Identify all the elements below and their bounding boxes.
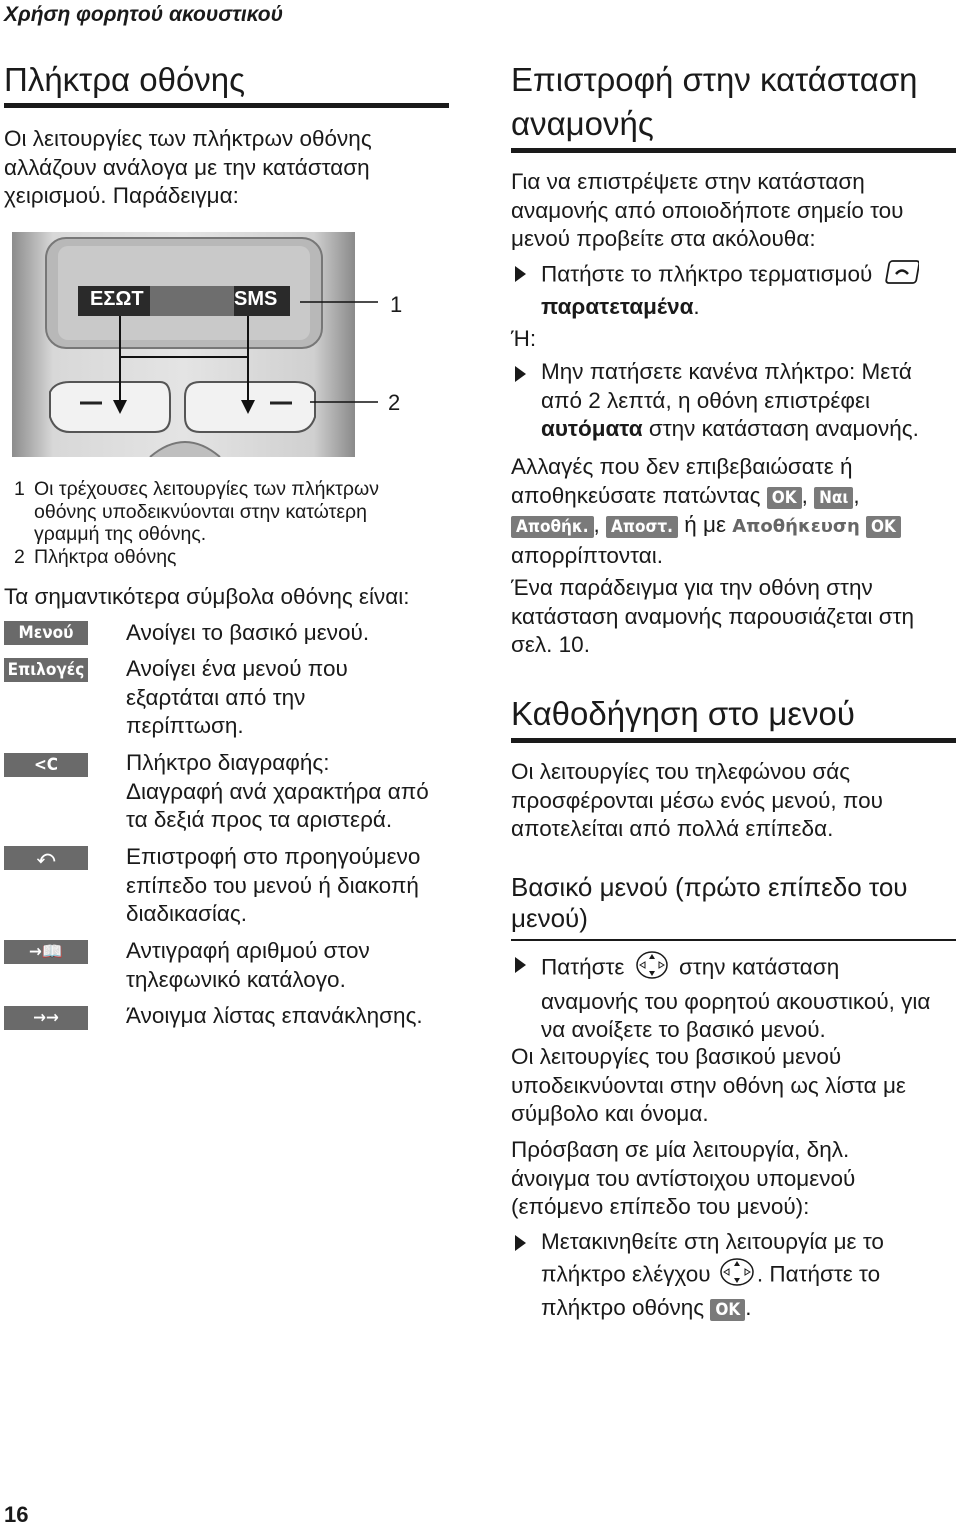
running-title: Χρήση φορητού ακουστικού [4, 3, 283, 26]
symbol-desc-back: Επιστροφή στο προηγούμενο επίπεδο του μενού ή διακοπή διαδικασίας. [126, 844, 421, 926]
or-label: Ή: [511, 326, 537, 351]
subtitle-rule [511, 939, 956, 941]
title-rule [511, 738, 956, 743]
ok-key: OK [767, 487, 802, 509]
subsection-title-main-menu: Βασικό μενού (πρώτο επίπεδο του μενού) [511, 872, 908, 933]
symbol-desc-menu: Ανοίγει το βασικό μενού. [126, 620, 370, 645]
main-menu-para-1: Οι λειτουργίες του βασικού μενού υποδεικνύονται στην οθόνη ως λίστα με σύμβολο και όνομα. [511, 1044, 906, 1126]
unsaved-changes-text: Αλλαγές που δεν επιβεβαιώσατε ή αποθηκεύσατε πατώντας OK , Ναι , Αποθήκ. , Αποστ. ή με Αποθήκευση OK απορρίπτονται. [511, 453, 956, 570]
standby-intro: Για να επιστρέψετε στην κατάσταση αναμονής από οποιοδήποτε σημείο του μενού προβείτε στα ακόλουθα: [511, 169, 904, 251]
handset-figure [10, 232, 410, 457]
bullet-arrow-icon [515, 266, 526, 282]
display-right-label: SMS [234, 288, 278, 310]
main-menu-bullet: Πατήστε στην κατάσταση αναμονής του φορητού ακουστικού, για να ανοίξετε το βασικό μενού. [541, 950, 960, 1045]
soft-keys-intro: Οι λειτουργίες των πλήκτρων οθόνης αλλάζουν ανάλογα με την κατάσταση χειρισμού. Παράδειγμα: [4, 126, 372, 208]
figure-legend-2: 2 Πλήκτρα οθόνης [14, 546, 177, 568]
section-title-standby: Επιστροφή στην κατάσταση αναμονής [511, 61, 918, 142]
main-menu-para-2: Πρόσβαση σε μία λειτουργία, δηλ. άνοιγμα του αντίστοιχου υπομενού (επόμενο επίπεδο του μενού): [511, 1137, 856, 1219]
end-call-key-icon [885, 259, 919, 293]
menu-key-icon: Μενού [4, 621, 88, 645]
callout-1: 1 [390, 292, 403, 317]
options-key-icon: Επιλογές [4, 658, 88, 682]
ok-key: OK [710, 1299, 745, 1321]
title-rule [4, 103, 449, 108]
ok-key: OK [866, 516, 901, 538]
symbol-desc-copy: Αντιγραφή αριθμού στον τηλεφωνικό κατάλογο. [126, 938, 370, 992]
display-left-label: ΕΣΩΤ [90, 288, 144, 310]
control-key-icon [719, 1257, 755, 1295]
symbol-desc-redial: Άνοιγμα λίστας επανάκλησης. [126, 1003, 423, 1028]
standby-bullet-1: Πατήστε το πλήκτρο τερματισμού παρατεταμένα. [541, 259, 960, 321]
save-short-key: Αποθήκ. [511, 516, 594, 538]
symbols-intro: Τα σημαντικότερα σύμβολα οθόνης είναι: [4, 584, 410, 609]
symbol-desc-delete: Πλήκτρο διαγραφής: Διαγραφή ανά χαρακτήρα από τα δεξιά προς τα αριστερά. [126, 750, 429, 832]
figure-legend-1: 1 Οι τρέχουσες λειτουργίες των πλήκτρων οθόνης υποδεικνύονται στην κατώτερη γραμμή της οθόνης. [14, 478, 379, 545]
back-arrow-icon: ⤺ [4, 846, 88, 870]
title-rule [511, 148, 956, 153]
section-title-menu-nav: Καθοδήγηση στο μενού [511, 695, 855, 732]
standby-bullet-2: Μην πατήσετε κανένα πλήκτρο: Μετά από 2 λεπτά, η οθόνη επιστρέφει αυτόματα στην κατάσταση αναμονής. [541, 359, 919, 441]
page-number: 16 [4, 1502, 29, 1527]
send-key: Αποστ. [606, 516, 678, 538]
symbol-desc-options: Ανοίγει ένα μενού που εξαρτάται από την περίπτωση. [126, 656, 348, 738]
yes-key: Ναι [814, 487, 853, 509]
save-full-label: Αποθήκευση [732, 516, 860, 537]
menu-nav-intro: Οι λειτουργίες του τηλεφώνου σάς προσφέρονται μέσω ενός μενού, που αποτελείται από πολλά επίπεδα. [511, 759, 883, 841]
navigate-bullet: Μετακινηθείτε στη λειτουργία με το πλήκτρο ελέγχου . Πατήστε το πλήκτρο οθόνης OK . [541, 1229, 884, 1320]
callout-2: 2 [388, 390, 401, 415]
bullet-arrow-icon [515, 957, 526, 973]
section-title-soft-keys: Πλήκτρα οθόνης [4, 61, 246, 98]
bullet-arrow-icon [515, 366, 526, 382]
copy-to-phonebook-icon: →📖 [4, 940, 88, 964]
standby-example: Ένα παράδειγμα για την οθόνη στην κατάσταση αναμονής παρουσιάζεται στη σελ. 10. [511, 575, 915, 657]
redial-list-icon: →→ [4, 1006, 88, 1030]
bullet-arrow-icon [515, 1235, 526, 1251]
delete-key-icon: <C [4, 753, 88, 777]
handset-illustration [10, 232, 410, 457]
control-key-icon [635, 950, 669, 988]
